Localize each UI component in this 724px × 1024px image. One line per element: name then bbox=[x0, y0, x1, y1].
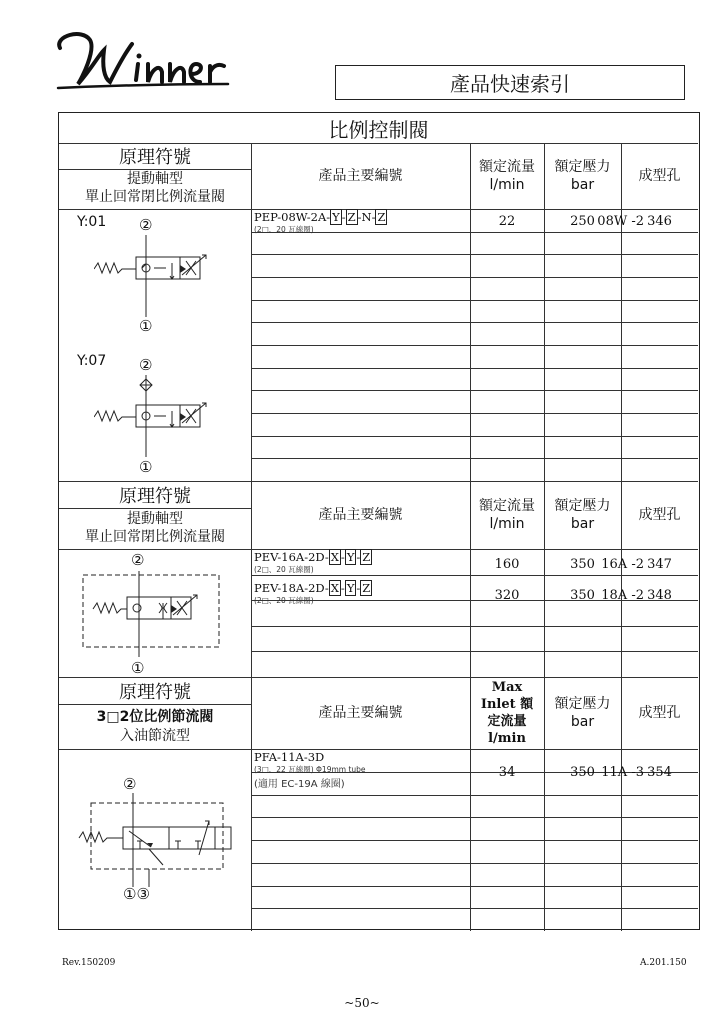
model-header: 產品主要編號 bbox=[318, 705, 403, 721]
document-code: A.201.150 bbox=[640, 958, 687, 968]
coil-note: (2□、20 瓦線圈) bbox=[254, 596, 314, 605]
pressure-header: 額定壓力 bar bbox=[554, 159, 611, 193]
valve-type-line1: 提動軸型 bbox=[127, 171, 183, 187]
flow-value: 34 bbox=[498, 764, 516, 780]
cavity-value: 16A -2 bbox=[601, 556, 644, 572]
pressure-value: 350 bbox=[570, 587, 595, 603]
model-number: PFA-11A-3D bbox=[254, 750, 325, 764]
flow-value: 320 bbox=[494, 587, 520, 603]
coil-note: (2□、20 瓦線圈) bbox=[254, 565, 314, 574]
principle-header: 原理符號 bbox=[119, 147, 191, 168]
valve-type-line1: 3□2位比例節流閥 bbox=[96, 709, 214, 725]
cavity-header: 成型孔 bbox=[638, 705, 681, 721]
model-row bbox=[254, 750, 366, 790]
flow-value: 160 bbox=[494, 556, 520, 572]
pressure-header: 額定壓力 bar bbox=[554, 498, 611, 532]
page-value: 347 bbox=[647, 556, 672, 572]
cavity-header: 成型孔 bbox=[638, 168, 681, 184]
flow-header: 額定流量 l/min bbox=[479, 159, 535, 193]
port-1-3-label: ①③ bbox=[123, 885, 150, 903]
valve-symbol-pev bbox=[79, 571, 229, 657]
model-number: PEV-16A-2D- X - Y - Z bbox=[254, 550, 371, 564]
page-value: 348 bbox=[647, 587, 672, 603]
valve-symbol-y01 bbox=[94, 235, 214, 317]
pressure-header: 額定壓力 bar bbox=[554, 696, 611, 730]
flow-header: 額定流量 l/min bbox=[479, 498, 535, 532]
port-2-label: ② bbox=[139, 216, 153, 234]
port-2-label: ② bbox=[123, 775, 137, 793]
cavity-header: 成型孔 bbox=[638, 507, 681, 523]
product-index-table bbox=[58, 112, 700, 930]
pressure-value: 250 bbox=[570, 213, 595, 229]
index-title: 產品快速索引 bbox=[335, 65, 685, 100]
coil-note-2: (適用 EC-19A 線圈) bbox=[254, 779, 345, 790]
model-number: PEV-18A-2D- X - Y - Z bbox=[254, 581, 371, 595]
model-header: 產品主要編號 bbox=[318, 168, 403, 184]
page-value: 346 bbox=[647, 213, 672, 229]
coil-note: (3□、22 瓦線圈) Φ19mm tube bbox=[254, 765, 366, 774]
model-row bbox=[254, 581, 372, 606]
cavity-value: 18A -2 bbox=[601, 587, 644, 603]
coil-note: (2□、20 瓦線圈) bbox=[254, 225, 314, 234]
cavity-value: 08W -2 bbox=[597, 213, 644, 229]
port-1-label: ① bbox=[139, 317, 153, 335]
principle-header: 原理符號 bbox=[119, 681, 191, 703]
port-1-label: ① bbox=[139, 458, 153, 476]
flow-header: Max Inlet 額 定流量 l/min bbox=[480, 680, 534, 746]
model-row bbox=[254, 550, 372, 575]
winner-logo bbox=[52, 26, 232, 96]
section-title: 比例控制閥 bbox=[328, 117, 429, 142]
valve-type-line2: 單止回常閉比例流量閥 bbox=[85, 189, 225, 205]
port-2-label: ② bbox=[131, 551, 145, 569]
valve-type-line1: 提動軸型 bbox=[127, 511, 183, 527]
model-row bbox=[254, 210, 387, 235]
valve-symbol-pfa bbox=[77, 793, 237, 887]
page-number: ~50~ bbox=[344, 996, 380, 1010]
symbol-label-y07: Y:07 bbox=[77, 353, 107, 369]
port-1-label: ① bbox=[131, 659, 145, 677]
valve-type-line2: 單止回常閉比例流量閥 bbox=[85, 529, 225, 545]
symbol-label-y01: Y:01 bbox=[77, 214, 107, 230]
pressure-value: 350 bbox=[570, 764, 595, 780]
valve-type-line2: 入油節流型 bbox=[120, 728, 190, 744]
valve-symbol-y07 bbox=[94, 375, 214, 457]
model-header: 產品主要編號 bbox=[318, 507, 403, 523]
principle-header: 原理符號 bbox=[119, 485, 191, 507]
page-value: 354 bbox=[647, 764, 672, 780]
flow-value: 22 bbox=[498, 213, 516, 229]
revision-code: Rev.150209 bbox=[62, 958, 116, 968]
model-number: PEP-08W-2A- Y - Z -N- Z bbox=[254, 210, 386, 224]
port-2-label: ② bbox=[139, 356, 153, 374]
pressure-value: 350 bbox=[570, 556, 595, 572]
cavity-value: 11A -3 bbox=[601, 764, 644, 780]
